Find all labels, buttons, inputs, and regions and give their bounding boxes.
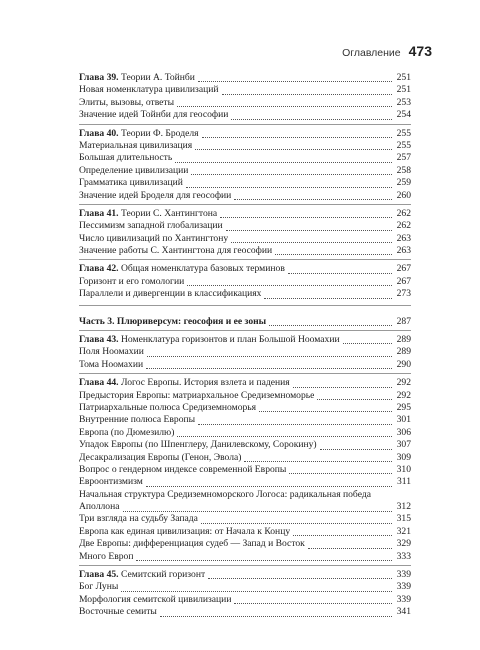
toc-entry-title: Европа как единая цивилизация: от Начала к Концу [79,525,291,537]
dot-leader [231,233,392,243]
dot-leader [264,289,392,299]
toc-entry-page: 292 [396,389,411,401]
toc-chapter-page: 251 [396,71,411,83]
toc-entry-page: 254 [396,109,411,121]
dot-leader [198,415,392,425]
chapter-title: Теории Ф. Броделя [120,127,199,139]
dot-leader [231,110,392,120]
dot-leader [343,334,392,344]
toc-entry-title: Значение работы С. Хантингтона для геософии [79,245,273,257]
toc-entry-title: Три взгляда на судьбу Запада [79,513,198,525]
toc-entry-page: 339 [396,581,411,593]
chapter-label: Глава 43. [79,334,119,346]
chapter-label: Глава 41. [79,207,119,219]
dot-leader [293,526,392,536]
toc-entry-title: Горизонт и его гомологии [79,275,185,287]
toc-entry-title: Много Европ [79,550,134,562]
toc-entry-page: 257 [396,152,411,164]
toc-entry-page: 333 [396,550,411,562]
dot-leader [317,390,392,400]
toc-entry-page: 289 [396,346,411,358]
toc-entry-page: 259 [396,177,411,189]
toc-entry-title: Значение идей Броделя для геософии [79,189,232,201]
table-of-contents [79,72,411,619]
toc-entry-title: Пессимизм западной глобализации [79,220,223,232]
toc-entry[interactable] [79,276,411,288]
toc-entry-title: Десакрализация Европы (Генон, Эвола) [79,451,242,463]
toc-entry-page: 311 [396,476,411,488]
chapter-title: Общая номенклатура базовых терминов [120,263,285,275]
toc-entry[interactable] [79,359,411,371]
toc-entry-title: Значение идей Тойнби для геософии [79,109,229,121]
toc-entry-page: 260 [396,189,411,201]
toc-entry[interactable] [79,84,411,96]
toc-entry-title: Число цивилизаций по Хантингтону [79,232,229,244]
toc-entry[interactable] [79,606,411,618]
chapter-label: Глава 44. [79,377,119,389]
dot-leader [275,245,392,255]
toc-entry-title: Бог Луны [79,581,119,593]
toc-entry[interactable] [79,501,411,513]
dot-leader [136,551,392,561]
divider [79,330,411,331]
dot-leader [147,347,392,357]
page-number: 473 [408,43,432,59]
chapter-label: Глава 45. [79,569,119,581]
toc-entry[interactable] [79,402,411,414]
dot-leader [289,464,392,474]
toc-entry-page: 310 [396,463,411,475]
dot-leader [123,502,393,512]
dot-leader [191,165,392,175]
divider [79,259,411,260]
toc-entry-page: 258 [396,164,411,176]
dot-leader [220,208,392,218]
toc-entry[interactable] [79,452,411,464]
toc-entry[interactable] [79,190,411,202]
chapter-title: Семитский горизонт [120,569,206,581]
toc-entry[interactable] [79,526,411,538]
toc-chapter-title [79,334,340,346]
toc-entry-page: 273 [396,288,411,300]
dot-leader [293,378,392,388]
toc-entry[interactable] [79,97,411,109]
toc-chapter[interactable] [79,72,411,84]
toc-chapter-title [79,208,217,220]
toc-entry[interactable] [79,152,411,164]
toc-entry[interactable] [79,464,411,476]
toc-entry-title: Тома Ноомахии [79,358,144,370]
toc-entry-title: Морфология семитской цивилизации [79,593,232,605]
toc-entry-page: 255 [396,139,411,151]
dot-leader [186,178,392,188]
toc-chapter[interactable] [79,334,411,346]
divider [79,373,411,374]
toc-entry-page: 306 [396,426,411,438]
dot-leader [308,539,392,549]
dot-leader [177,427,392,437]
toc-entry[interactable] [79,140,411,152]
dot-leader [222,85,393,95]
chapter-label: Глава 40. [79,127,119,139]
dot-leader [202,128,392,138]
toc-entry[interactable] [79,489,411,501]
toc-entry[interactable] [79,439,411,451]
dot-leader [234,594,392,604]
dot-leader [195,140,392,150]
toc-entry-title: Новая номенклатура цивилизаций [79,84,219,96]
dot-leader [146,359,392,369]
toc-chapter[interactable] [79,263,411,275]
toc-chapter-title [79,263,285,275]
dot-leader [226,221,392,231]
toc-entry[interactable] [79,594,411,606]
dot-leader [175,153,392,163]
toc-part-title: Часть 3. Плюриверсум: геософия и ее зоны [79,315,267,327]
toc-entry[interactable] [79,288,411,300]
toc-entry-title: Начальная структура Средиземноморского Логоса: радикальная победа [79,488,371,500]
dot-leader [187,276,392,286]
toc-chapter-title [79,377,290,389]
dot-leader [201,514,392,524]
toc-entry[interactable] [79,390,411,402]
dot-leader [208,569,392,579]
toc-entry-page: 262 [396,220,411,232]
toc-entry[interactable] [79,551,411,563]
chapter-title: Номенклатура горизонтов и план Большой Ноомахии [120,334,340,346]
toc-entry[interactable] [79,538,411,550]
dot-leader [320,440,392,450]
toc-entry-page: 290 [396,358,411,370]
dot-leader [269,316,392,326]
dot-leader [288,264,392,274]
toc-part[interactable] [79,316,411,328]
toc-entry-page: 251 [396,84,411,96]
chapter-label: Глава 39. [79,71,119,83]
chapter-title: Теории С. Хантингтона [120,207,218,219]
toc-entry-title: Патриархальные полюса Средиземноморья [79,401,257,413]
dot-leader [160,607,392,617]
toc-entry-page: 321 [396,525,411,537]
toc-chapter-title [79,128,199,140]
toc-part-page: 287 [396,315,411,327]
toc-chapter-page: 339 [396,569,411,581]
toc-entry-title: Две Европы: дифференциация судеб — Запад и Восток [79,538,305,550]
toc-entry-title: Материальная цивилизация [79,139,193,151]
toc-chapter[interactable] [79,377,411,389]
chapter-title: Логос Европы. История взлета и падения [120,377,290,389]
chapter-label: Глава 42. [79,263,119,275]
toc-chapter[interactable] [79,208,411,220]
divider [79,124,411,125]
toc-entry-title: Упадок Европы (по Шпенглеру, Данилевскому, Сорокину) [79,439,317,451]
toc-chapter[interactable] [79,128,411,140]
toc-entry-page: 253 [396,96,411,108]
toc-entry[interactable] [79,177,411,189]
toc-entry[interactable] [79,109,411,121]
toc-entry-page: 267 [396,275,411,287]
toc-entry[interactable] [79,346,411,358]
toc-chapter-title [79,569,205,581]
toc-entry-page: 301 [396,414,411,426]
toc-entry[interactable] [79,514,411,526]
toc-entry-page: 309 [396,451,411,463]
chapter-title: Теории А. Тойнби [120,71,195,83]
toc-entry-title: Европа (по Дюмезилю) [79,426,175,438]
toc-entry-page: 339 [396,593,411,605]
toc-entry-page: 312 [396,501,411,513]
toc-entry[interactable] [79,233,411,245]
toc-entry-page: 263 [396,232,411,244]
toc-chapter-page: 262 [396,207,411,219]
divider [79,204,411,205]
toc-chapter-page: 255 [396,127,411,139]
toc-entry-title: Восточные семиты [79,606,157,618]
toc-entry-title: Элиты, вызовы, ответы [79,96,175,108]
dot-leader [146,477,392,487]
toc-entry-title: Параллели и дивергенции в классификациях [79,288,262,300]
toc-entry-page: 263 [396,245,411,257]
toc-entry-title: Определение цивилизации [79,164,189,176]
toc-entry-title: Аполлона [79,501,120,513]
running-header [342,43,432,59]
dot-leader [234,190,392,200]
toc-entry-title: Вопрос о гендерном индексе современной Европы [79,463,287,475]
divider [79,565,411,566]
toc-entry[interactable] [79,165,411,177]
toc-chapter-page: 267 [396,263,411,275]
toc-entry-page: 295 [396,401,411,413]
toc-entry-page: 329 [396,538,411,550]
dot-leader [121,582,392,592]
toc-chapter[interactable] [79,569,411,581]
dot-leader [198,72,392,82]
toc-chapter-page: 289 [396,334,411,346]
dot-leader [244,452,392,462]
dot-leader [177,97,392,107]
toc-entry[interactable] [79,427,411,439]
section-title: Оглавление [342,47,401,59]
toc-entry-title: Поля Ноомахии [79,346,144,358]
toc-entry[interactable] [79,581,411,593]
toc-entry-title: Предыстория Европы: матриархальное Средиземноморье [79,389,315,401]
toc-chapter-page: 292 [396,377,411,389]
toc-entry-title: Грамматика цивилизаций [79,177,183,189]
dot-leader [259,402,392,412]
toc-entry[interactable] [79,245,411,257]
toc-entry-page: 341 [396,606,411,618]
toc-entry-page: 307 [396,439,411,451]
toc-entry-page: 315 [396,513,411,525]
toc-entry-title: Большая длительность [79,152,173,164]
toc-chapter-title [79,72,195,84]
divider [79,305,411,306]
toc-entry[interactable] [79,220,411,232]
toc-entry[interactable] [79,414,411,426]
toc-entry[interactable] [79,476,411,488]
toc-entry-title: Евроонтизмизм [79,476,143,488]
toc-entry-title: Внутренние полюса Европы [79,414,196,426]
